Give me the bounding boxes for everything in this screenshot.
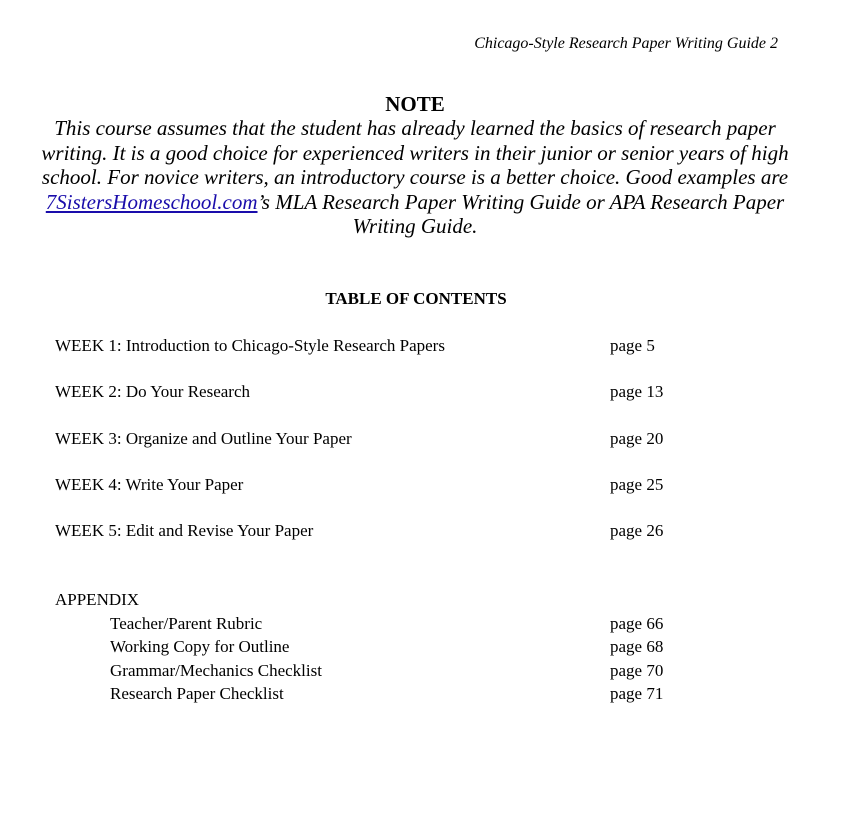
appendix-entry-page: page 70 bbox=[610, 661, 664, 680]
appendix-entry-page: page 68 bbox=[610, 637, 664, 656]
toc-entry-label: WEEK 1: Introduction to Chicago-Style Research Papers bbox=[55, 336, 445, 355]
appendix-entry-checklist bbox=[110, 683, 710, 705]
appendix-entry-label: Working Copy for Outline bbox=[110, 637, 290, 656]
note-body bbox=[40, 116, 790, 239]
appendix-entry-page: page 71 bbox=[610, 684, 664, 703]
running-header: Chicago-Style Research Paper Writing Guide 2 bbox=[474, 35, 778, 52]
appendix-entry-page: page 66 bbox=[610, 614, 664, 633]
toc-entry-week-1 bbox=[55, 335, 755, 357]
toc-entry-week-5 bbox=[55, 520, 755, 542]
note-text-before-link: This course assumes that the student has already learned the basics of research paper writing. It is a good choice for experienced writers in their junior or senior years of high school. For novice writers, an introductory course is a better choice. Good examples are bbox=[41, 116, 789, 190]
appendix-entry-outline bbox=[110, 636, 710, 658]
note-title: NOTE bbox=[385, 92, 445, 116]
appendix-heading: APPENDIX bbox=[55, 590, 140, 609]
appendix-entry-label: Research Paper Checklist bbox=[110, 684, 284, 703]
toc-entry-label: WEEK 3: Organize and Outline Your Paper bbox=[55, 429, 352, 448]
appendix-entry-label: Grammar/Mechanics Checklist bbox=[110, 661, 322, 680]
toc-entry-label: WEEK 5: Edit and Revise Your Paper bbox=[55, 521, 314, 540]
toc-entry-label: WEEK 2: Do Your Research bbox=[55, 382, 250, 401]
toc-entry-page: page 5 bbox=[610, 336, 655, 355]
toc-entry-week-2 bbox=[55, 381, 755, 403]
toc-entry-week-4 bbox=[55, 474, 755, 496]
toc-entry-label: WEEK 4: Write Your Paper bbox=[55, 475, 244, 494]
homeschool-link[interactable]: 7SistersHomeschool.com bbox=[45, 189, 258, 214]
toc-entry-page: page 25 bbox=[610, 475, 664, 494]
toc-title: TABLE OF CONTENTS bbox=[325, 289, 507, 308]
toc-entry-page: page 20 bbox=[610, 429, 664, 448]
toc-entry-page: page 26 bbox=[610, 521, 664, 540]
toc-entry-page: page 13 bbox=[610, 382, 664, 401]
note-section bbox=[40, 92, 790, 239]
appendix-entry-rubric bbox=[110, 613, 710, 635]
appendix-entry-grammar bbox=[110, 660, 710, 682]
note-text-after-link: ’s MLA Research Paper Writing Guide or APA Research Paper Writing Guide. bbox=[257, 189, 785, 239]
appendix-entry-label: Teacher/Parent Rubric bbox=[110, 614, 263, 633]
toc-entry-week-3 bbox=[55, 428, 755, 450]
